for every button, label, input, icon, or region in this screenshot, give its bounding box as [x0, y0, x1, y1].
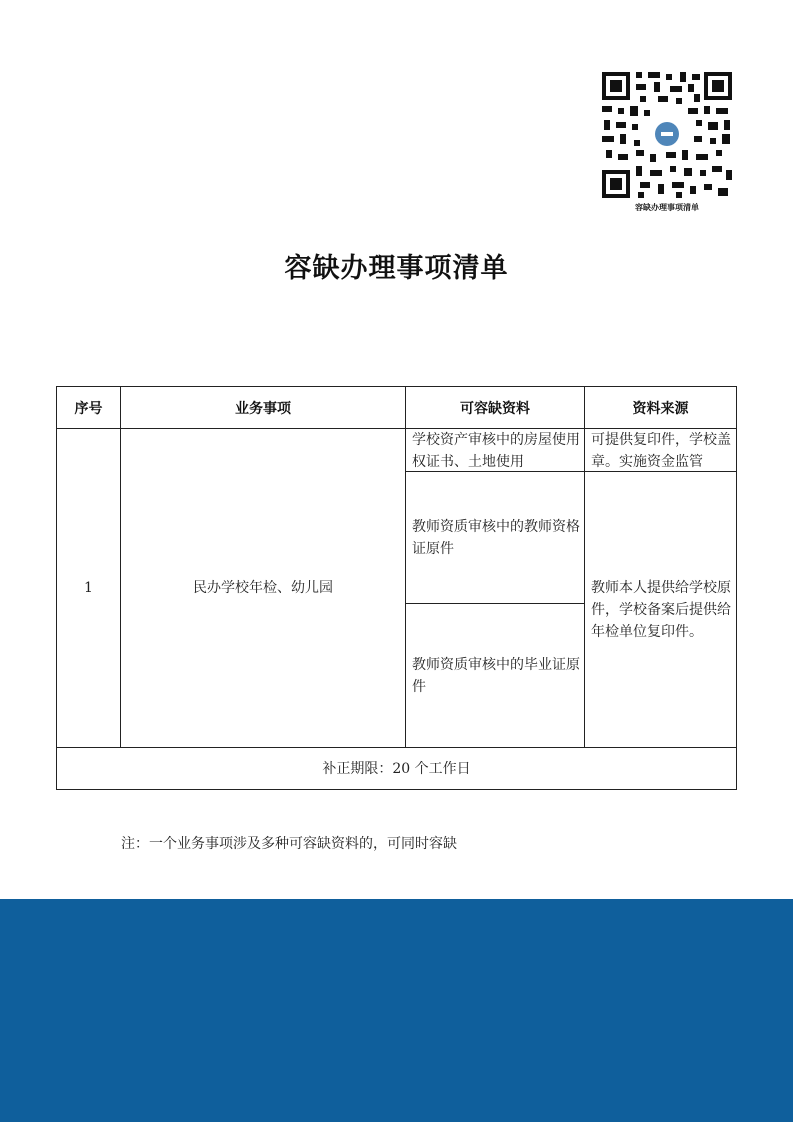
material-2: 教师资质审核中的教师资格证原件: [412, 518, 580, 557]
footnote: 注：一个业务事项涉及多种可容缺资料的，可同时容缺: [121, 836, 457, 852]
material-1: 学校资产审核中的房屋使用权证书、土地使用: [412, 432, 580, 470]
col-divider-2: [405, 386, 406, 748]
header-source: 资料来源: [632, 400, 689, 417]
row-index: 1: [84, 580, 93, 596]
items-table: [56, 386, 737, 790]
table-border-right: [736, 386, 737, 790]
source-2: 教师本人提供给学校原件，学校备案后提供给年检单位复印件。: [591, 579, 731, 640]
material-3: 教师资质审核中的毕业证原件: [412, 656, 580, 695]
col-divider-3: [584, 386, 585, 748]
qr-caption: 容缺办理事项清单: [635, 203, 699, 212]
qr-code-image: [600, 70, 734, 200]
footer-color-band: [0, 899, 793, 1122]
table-border-bottom: [56, 789, 737, 790]
header-materials: 可容缺资料: [460, 400, 530, 417]
deadline-footer: 补正期限：20 个工作日: [322, 760, 471, 777]
header-item: 业务事项: [235, 400, 291, 417]
header-index: 序号: [74, 400, 103, 417]
document-title: 容缺办理事项清单: [284, 253, 509, 284]
source-1: 可提供复印件，学校盖章。实施资金监管: [591, 432, 731, 470]
qr-code-block: [598, 70, 736, 213]
row-item: 民办学校年检、幼儿园: [193, 580, 333, 596]
